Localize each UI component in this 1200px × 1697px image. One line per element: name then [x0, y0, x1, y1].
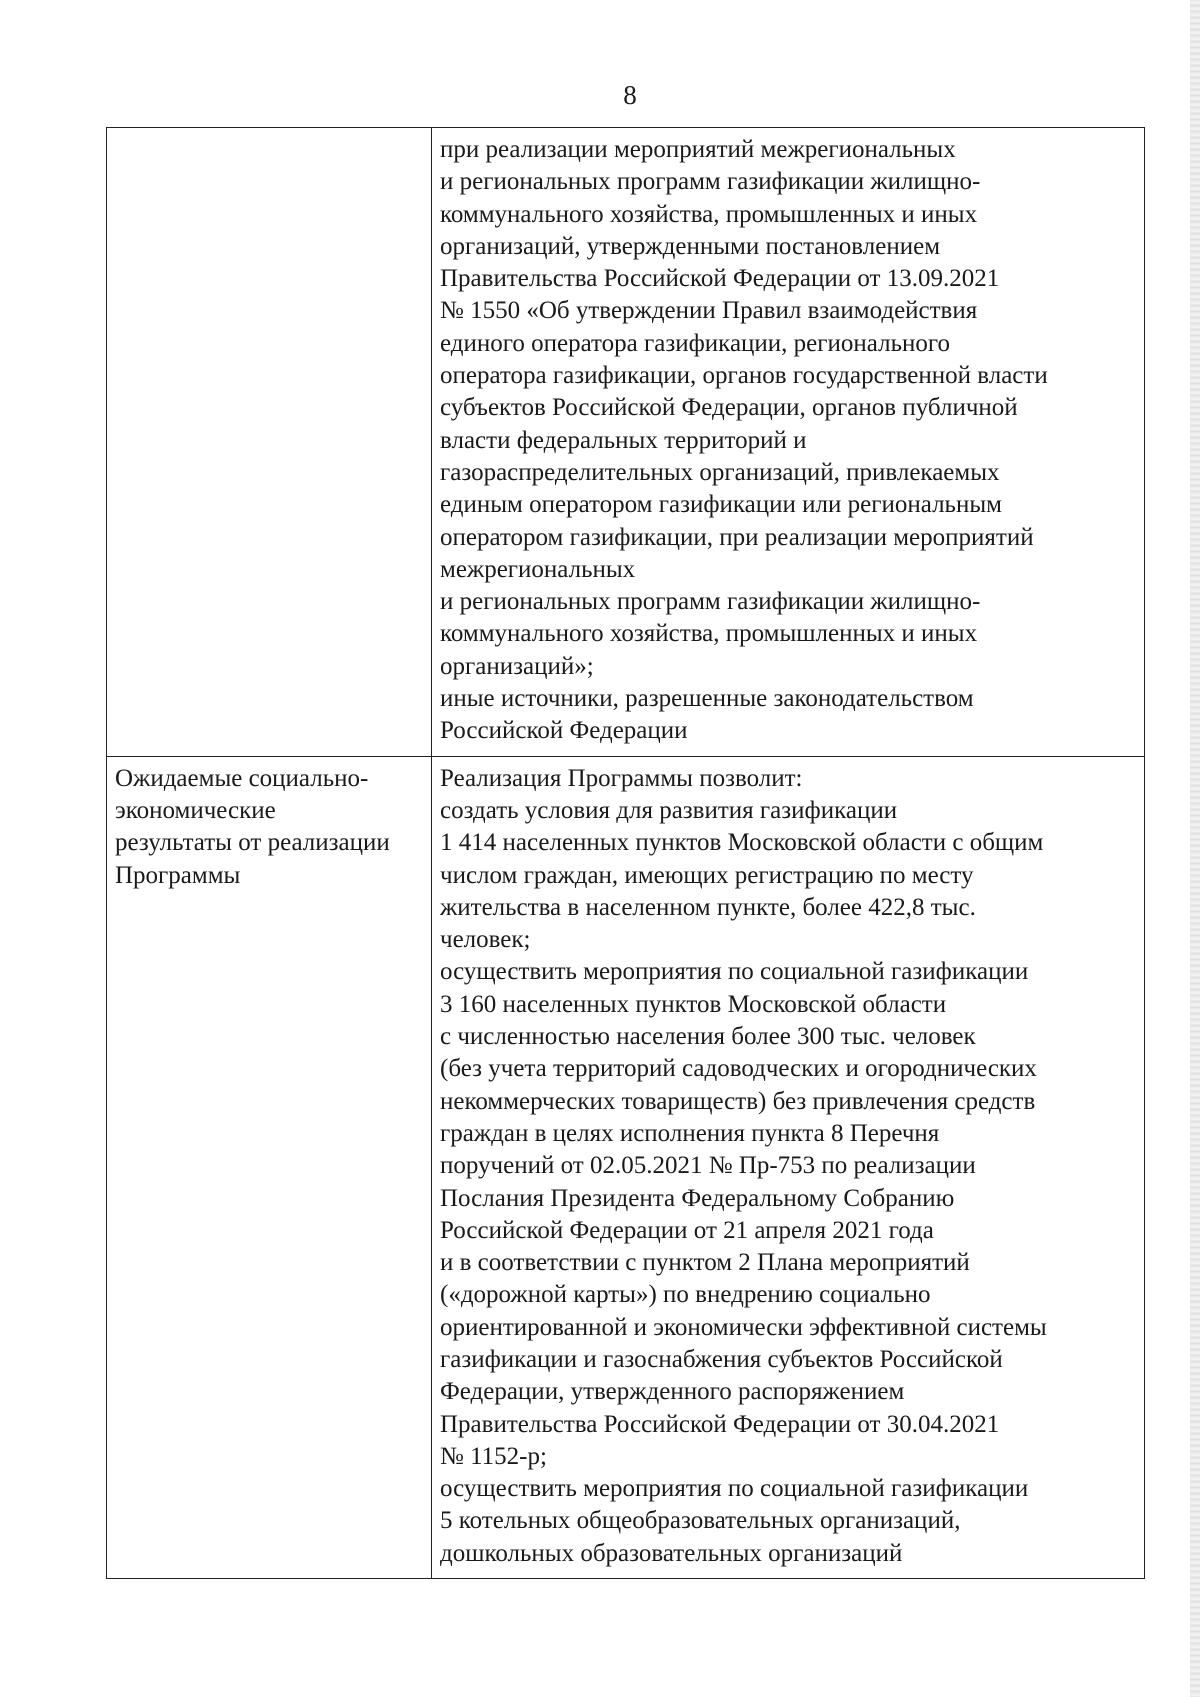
table-row	[107, 756, 1145, 1578]
text-line: жительства в населенном пункте, более 422,8 тыс.	[440, 893, 976, 921]
text-line: власти федеральных территорий и	[440, 426, 807, 454]
text-line: осуществить мероприятия по социальной газификации	[440, 958, 1029, 986]
text-line: дошкольных образовательных организаций	[440, 1539, 903, 1567]
text-line: 1 414 населенных пунктов Московской области с общим	[440, 829, 1044, 857]
text-line: Ожидаемые социально-	[115, 764, 369, 792]
text-line: результаты от реализации	[115, 829, 390, 857]
text-line: с численностью населения более 300 тыс. человек	[440, 1023, 976, 1051]
text-line: создать условия для развития газификации	[440, 796, 898, 824]
text-line: экономические	[115, 796, 276, 824]
text-line: и региональных программ газификации жилищно-	[440, 588, 981, 616]
row-1-label-cell	[107, 128, 432, 757]
text-line: организаций, утвержденными постановлением	[440, 232, 941, 260]
text-line: оператором газификации, при реализации мероприятий	[440, 523, 1034, 551]
text-line: поручений от 02.05.2021 № Пр-753 по реализации	[440, 1152, 976, 1180]
text-line: числом граждан, имеющих регистрацию по месту	[440, 861, 974, 889]
text-line: № 1550 «Об утверждении Правил взаимодействия	[440, 297, 978, 325]
table-row	[107, 128, 1145, 757]
row-2-label-cell	[107, 756, 432, 1578]
scan-edge-artifact	[1190, 0, 1200, 1697]
text-line: и в соответствии с пунктом 2 Плана мероприятий	[440, 1249, 970, 1277]
page-number: 8	[623, 80, 637, 110]
text-line: Правительства Российской Федерации от 13.09.2021	[440, 265, 1000, 293]
row-1-content-cell	[432, 128, 1145, 757]
text-line: Федерации, утвержденного распоряжением	[440, 1378, 905, 1406]
text-line: Российской Федерации от 21 апреля 2021 года	[440, 1216, 934, 1244]
text-line: («дорожной карты») по внедрению социально	[440, 1281, 931, 1309]
text-line: газификации и газоснабжения субъектов Российской	[440, 1345, 1003, 1373]
passport-table	[106, 127, 1145, 1579]
text-line: единым оператором газификации или региональным	[440, 491, 1002, 519]
row-2-content-cell	[432, 756, 1145, 1578]
text-line: Российской Федерации	[440, 717, 688, 745]
text-line: и региональных программ газификации жилищно-	[440, 168, 981, 196]
text-line: № 1152-р;	[440, 1442, 547, 1470]
text-line: организаций»;	[440, 652, 594, 680]
text-line: иные источники, разрешенные законодательством	[440, 685, 974, 713]
text-line: осуществить мероприятия по социальной газификации	[440, 1475, 1029, 1503]
text-line: Правительства Российской Федерации от 30.04.2021	[440, 1410, 1000, 1438]
text-line: субъектов Российской Федерации, органов публичной	[440, 394, 1018, 422]
text-line: коммунального хозяйства, промышленных и иных	[440, 620, 978, 648]
text-line: 5 котельных общеобразовательных организаций,	[440, 1507, 961, 1535]
text-line: газораспределительных организаций, привлекаемых	[440, 458, 1000, 486]
text-line: оператора газификации, органов государственной власти	[440, 362, 1048, 390]
text-line: 3 160 населенных пунктов Московской области	[440, 990, 947, 1018]
text-line: (без учета территорий садоводческих и огороднических	[440, 1055, 1037, 1083]
text-line: ориентированной и экономически эффективной системы	[440, 1313, 1047, 1341]
text-line: некоммерческих товариществ) без привлечения средств	[440, 1087, 1036, 1115]
text-line: Реализация Программы позволит:	[440, 764, 803, 792]
text-line: Послания Президента Федеральному Собранию	[440, 1184, 955, 1212]
text-line: Программы	[115, 861, 241, 889]
text-line: межрегиональных	[440, 555, 636, 583]
text-line: единого оператора газификации, регионального	[440, 329, 950, 357]
text-line: человек;	[440, 926, 531, 954]
text-line: коммунального хозяйства, промышленных и иных	[440, 200, 978, 228]
text-line: при реализации мероприятий межрегиональных	[440, 136, 956, 163]
text-line: граждан в целях исполнения пункта 8 Перечня	[440, 1119, 940, 1147]
